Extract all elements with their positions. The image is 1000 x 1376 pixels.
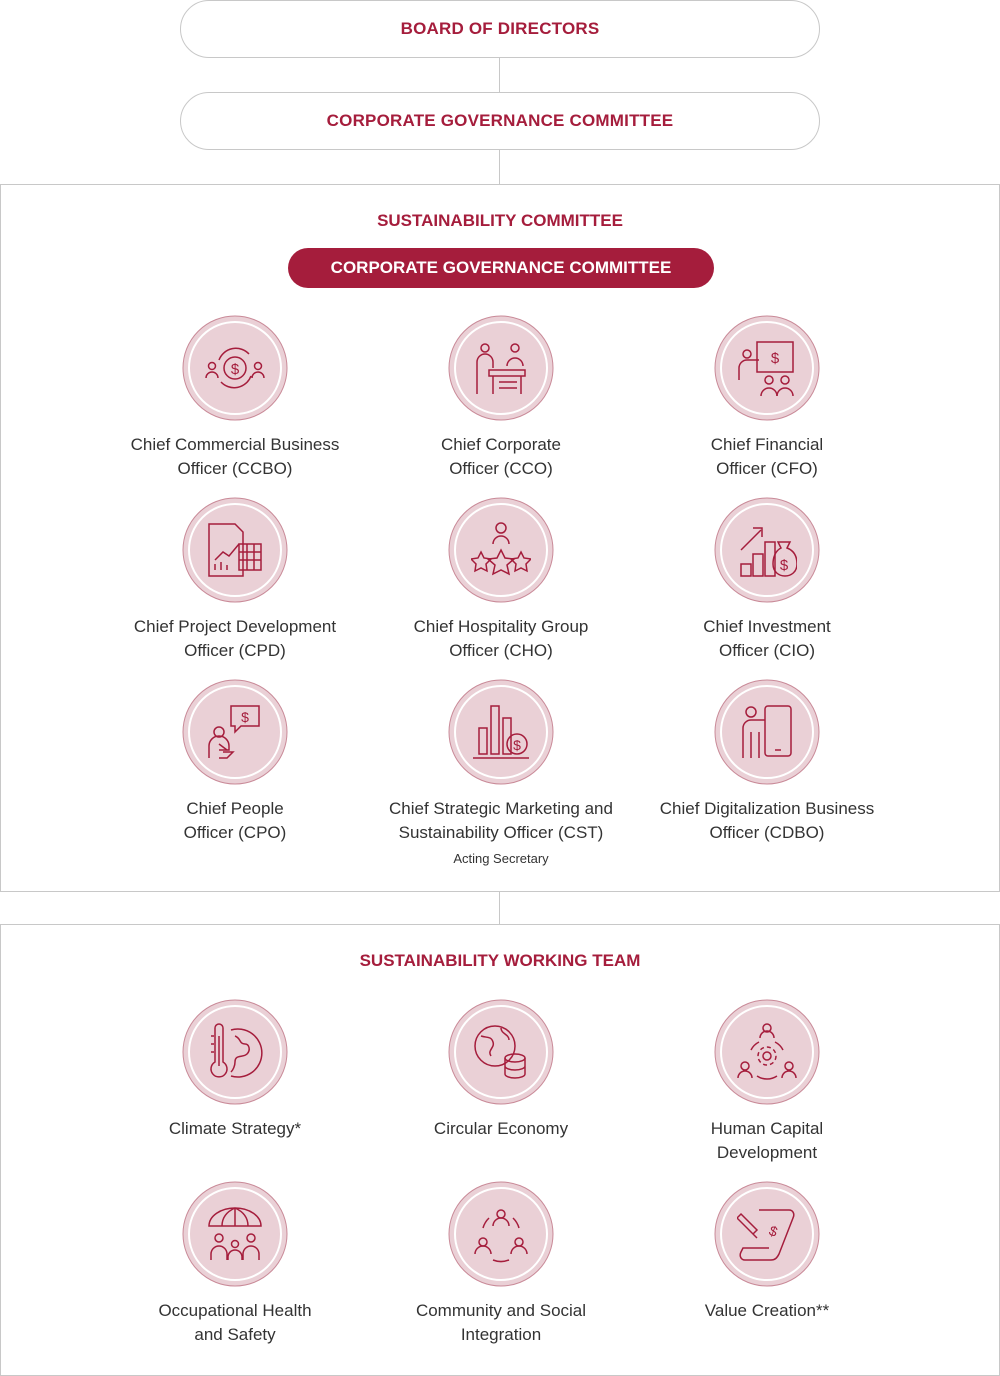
digital-presenter-icon [737,702,797,762]
member-cfo [637,313,897,481]
person-speech-icon [205,702,265,762]
sustainability-committee-title: SUSTAINABILITY COMMITTEE [377,211,623,230]
report-chart-icon [205,520,265,580]
contract-pen-icon [737,1204,797,1264]
member-label: Chief Project Development Officer (CPD) [133,617,337,660]
governance-label: CORPORATE GOVERNANCE COMMITTEE [326,111,674,130]
governance-committee-box [180,92,820,150]
member-label: Chief Strategic Marketing and Sustainability Officer (CST) [389,799,613,842]
team-label: Occupational Health and Safety [158,1301,312,1344]
svg-text:$: $ [513,737,521,753]
investment-growth-icon [737,520,797,580]
member-cco [371,313,631,481]
member-cho [371,495,631,663]
svg-text:$: $ [779,557,789,574]
working-team-title: SUSTAINABILITY WORKING TEAM [359,951,641,970]
team-label: Value Creation** [704,1301,830,1320]
board-of-directors-box [180,0,820,58]
connector-line [499,58,500,92]
member-ccbo [105,313,365,481]
member-label: Chief Corporate Officer (CCO) [440,435,561,478]
member-cst [371,677,631,866]
umbrella-family-icon [205,1204,265,1264]
connector-line [499,892,500,924]
member-label: Chief Hospitality Group Officer (CHO) [413,617,589,660]
board-label: BOARD OF DIRECTORS [400,19,600,38]
member-cdbo [637,677,897,845]
working-team-panel [0,924,1000,1376]
svg-text:$: $ [766,1222,780,1240]
globe-coins-icon [471,1022,531,1082]
connector-line [499,150,500,184]
member-label: Chief People Officer (CPO) [183,799,287,842]
committee-chair-label: CORPORATE GOVERNANCE COMMITTEE [330,258,672,277]
member-cio [637,495,897,663]
svg-text:$: $ [770,350,780,367]
team-climate-strategy [105,997,365,1141]
team-community-social [371,1179,631,1347]
team-label: Climate Strategy* [168,1119,302,1138]
meeting-desk-icon [471,338,531,398]
member-label: Chief Investment Officer (CIO) [703,617,831,660]
team-label: Human Capital Development [710,1119,824,1162]
bar-chart-coin-icon [471,702,531,762]
member-label: Chief Digitalization Business Officer (CDBO) [659,799,875,842]
money-cycle-icon [205,338,265,398]
team-label: Circular Economy [433,1119,569,1138]
svg-text:$: $ [230,361,240,378]
team-health-safety [105,1179,365,1347]
finance-presentation-icon [737,338,797,398]
svg-text:$: $ [241,709,249,725]
people-gear-icon [737,1022,797,1082]
member-cpd [105,495,365,663]
team-circular-economy [371,997,631,1141]
member-label: Chief Financial Officer (CFO) [710,435,824,478]
member-label: Chief Commercial Business Officer (CCBO) [130,435,340,478]
thermometer-globe-icon [205,1022,265,1082]
sustainability-committee-panel [0,184,1000,892]
team-label: Community and Social Integration [415,1301,587,1344]
rating-stars-icon [471,520,531,580]
team-value-creation [637,1179,897,1323]
acting-secretary-note: Acting Secretary [453,851,549,866]
community-cycle-icon [471,1204,531,1264]
committee-chair-badge [288,248,714,288]
member-cpo [105,677,365,845]
team-human-capital [637,997,897,1165]
